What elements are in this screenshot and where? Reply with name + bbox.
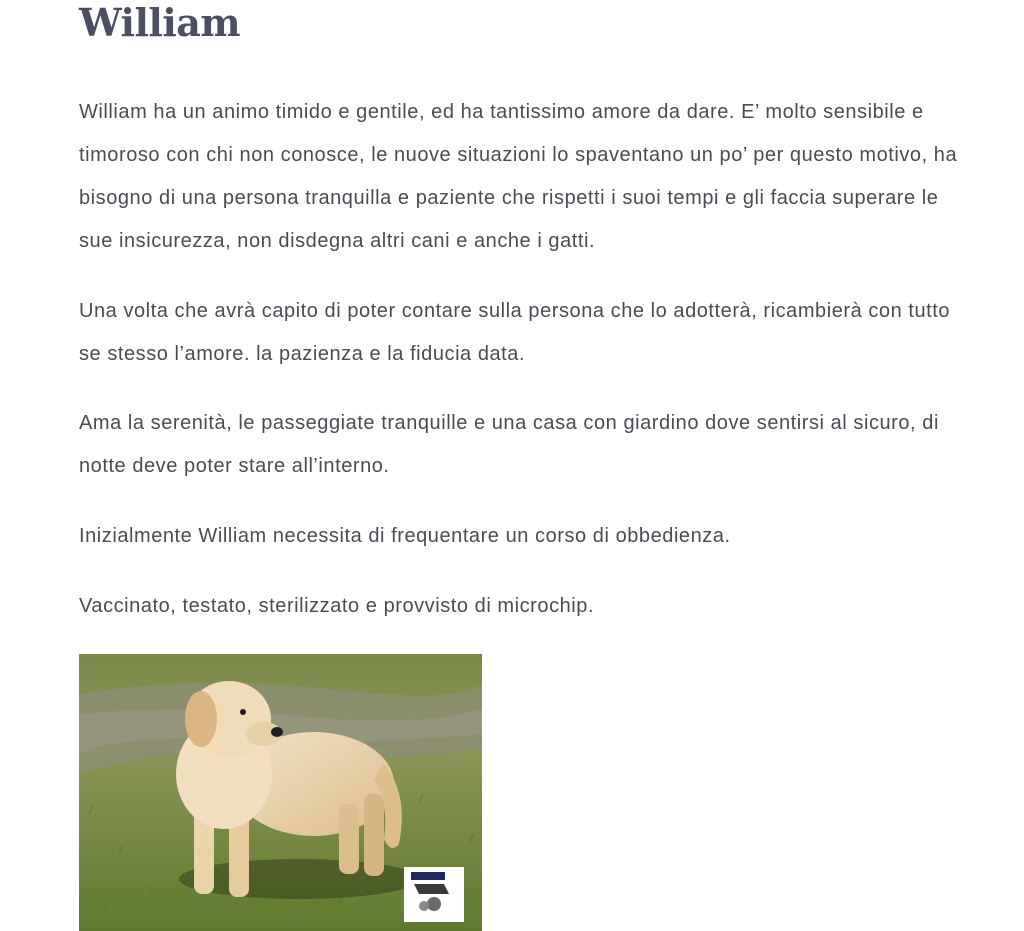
article: [79, 0, 959, 617]
paragraph-preferences: Ama la serenità, le passeggiate tranquille e una casa con giardino dove sentirsi al sicuro, di notte deve poter stare all’interno.: [79, 412, 939, 477]
shelter-logo-watermark: [404, 867, 464, 922]
paragraph-description: William ha un animo timido e gentile, ed ha tantissimo amore da dare. E’ molto sensibile e timoroso con chi non conosce, le nuove situazioni lo spaventano un po’ per questo motivo, ha bisogno di una persona tranquilla e paziente che rispetti i suoi tempi e gli faccia superare le sue insicurezza, non disdegna altri cani e anche i gatti.: [79, 101, 958, 252]
paragraph-training: Inizialmente William necessita di frequentare un corso di obbedienza.: [79, 525, 731, 547]
dog-photo[interactable]: [79, 654, 482, 931]
page-title: William: [79, 0, 241, 45]
paragraph-health: Vaccinato, testato, sterilizzato e provvisto di microchip.: [79, 595, 595, 617]
paragraph-adoption: Una volta che avrà capito di poter contare sulla persona che lo adotterà, ricambierà con tutto se stesso l’amore. la pazienza e la fiducia data.: [79, 300, 951, 365]
